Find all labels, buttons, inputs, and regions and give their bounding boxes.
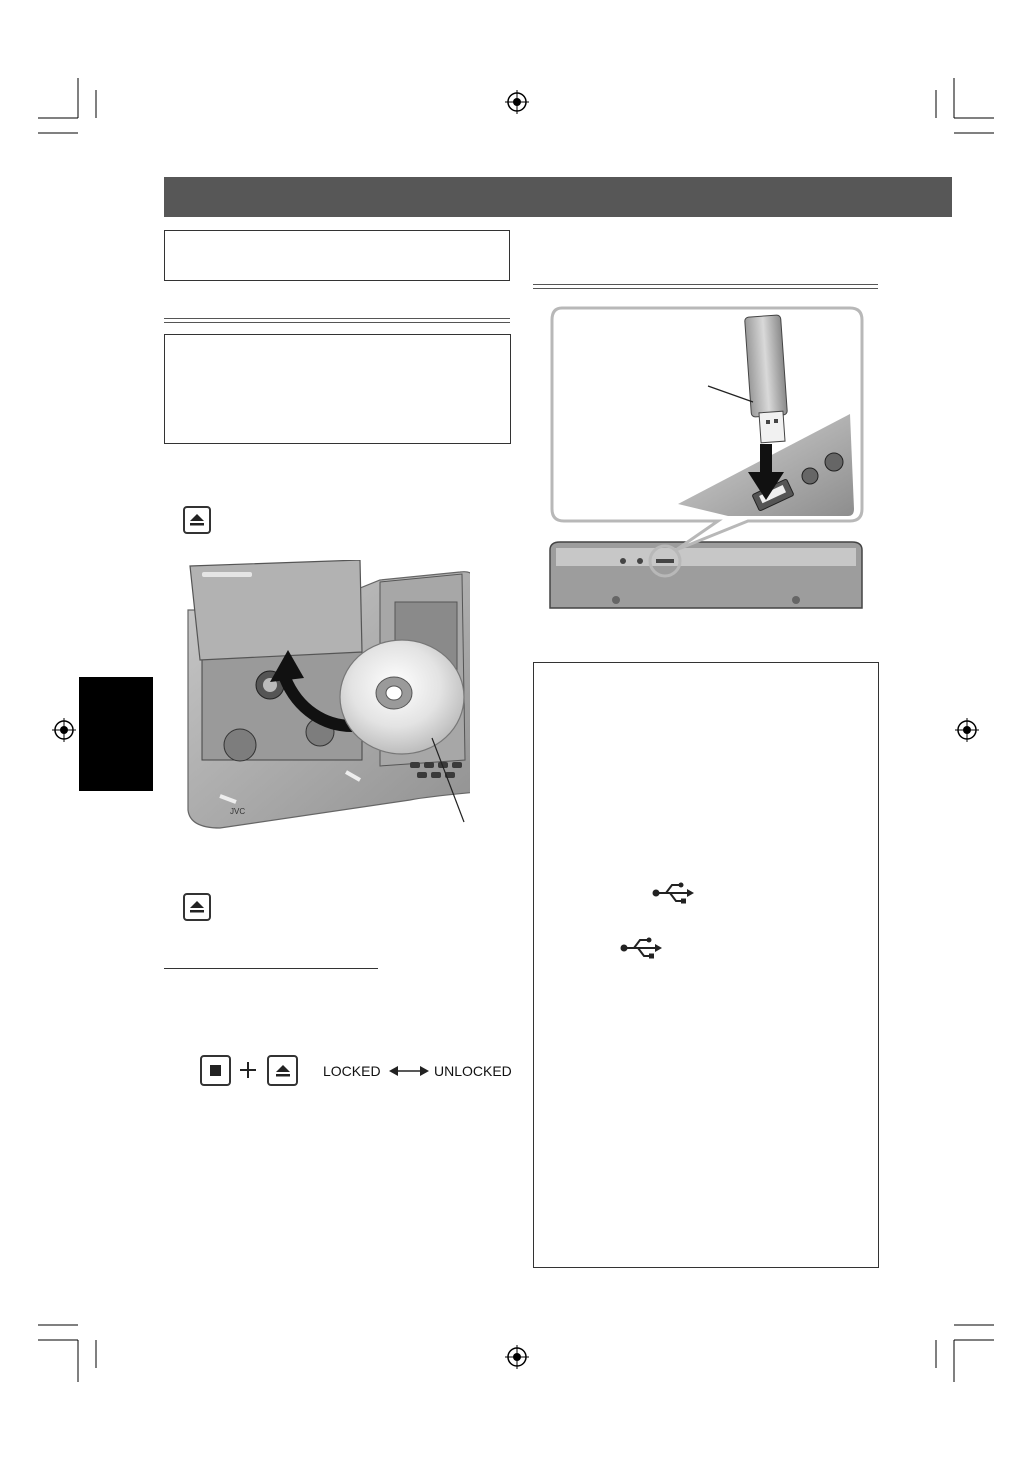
- registration-mark-icon: [955, 718, 979, 742]
- usb-connection-illustration: [548, 304, 868, 610]
- eject-button: [183, 506, 211, 534]
- eject-button: [183, 893, 211, 921]
- subsection-underline: [164, 968, 378, 969]
- double-arrow-icon: [389, 1065, 429, 1077]
- eject-icon: [190, 901, 204, 913]
- eject-icon: [190, 514, 204, 526]
- registration-mark-icon: [505, 1345, 529, 1369]
- registration-mark-icon: [52, 718, 76, 742]
- usb-notes-box: [533, 662, 879, 1268]
- brand-logo: JVC: [230, 807, 246, 816]
- section-rule: [533, 284, 878, 289]
- section-header-bar: [164, 177, 952, 217]
- registration-mark-icon: [505, 90, 529, 114]
- eject-button: [267, 1055, 298, 1086]
- usb-icon: [652, 882, 694, 904]
- plus-icon: [239, 1061, 257, 1079]
- usb-icon: [620, 937, 662, 959]
- unlocked-label: UNLOCKED: [434, 1063, 512, 1079]
- chapter-side-tab: [79, 677, 153, 791]
- stop-icon: [210, 1065, 221, 1076]
- title-box: [164, 230, 510, 281]
- stop-button: [200, 1055, 231, 1086]
- cd-player-illustration: [180, 560, 470, 830]
- locked-label: LOCKED: [323, 1063, 381, 1079]
- section-rule: [164, 318, 510, 323]
- eject-icon: [276, 1065, 290, 1077]
- note-box: [164, 334, 511, 444]
